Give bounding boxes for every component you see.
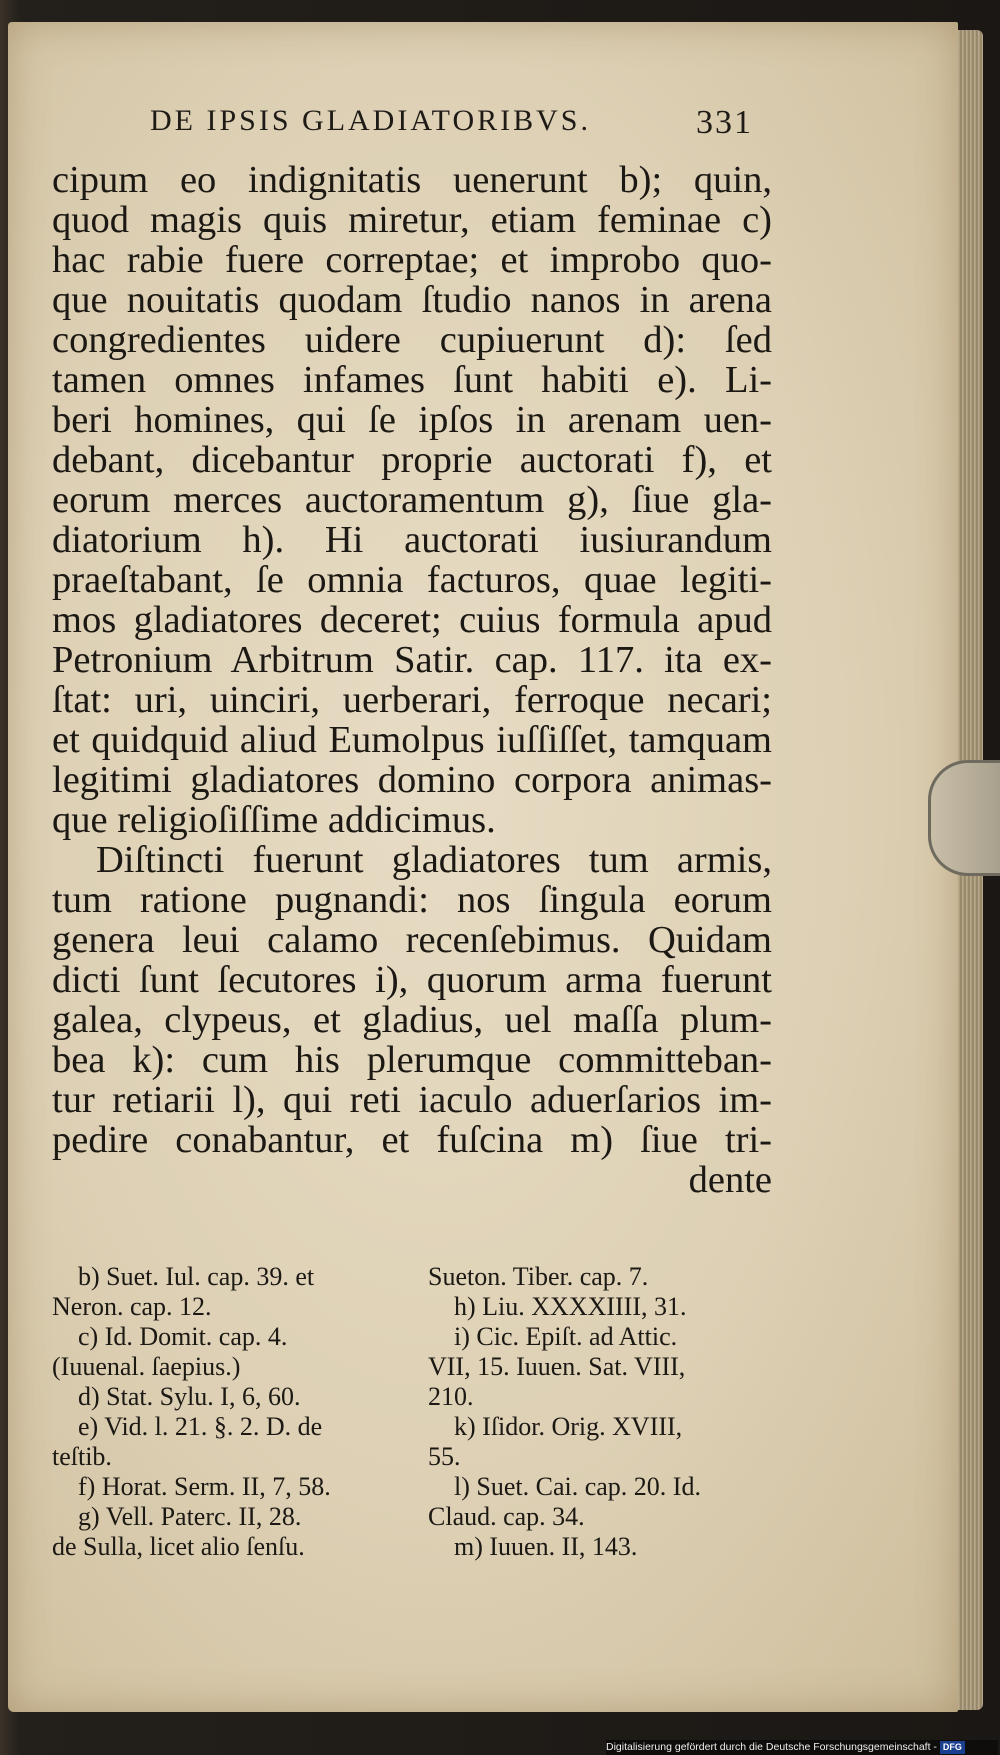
footnotes-right-column: [428, 1262, 772, 1562]
footnote-line: Claud. cap. 34.: [428, 1502, 585, 1531]
body-line: galea, clypeus, et gladius, uel maſſa plum-: [52, 999, 772, 1041]
body-line: hac rabie fuere correptae; et improbo quo-: [52, 239, 772, 281]
body-line: tamen omnes infames ſunt habiti e). Li-: [52, 359, 772, 401]
running-head: DE IPSIS GLADIATORIBVS.: [150, 104, 591, 137]
footnote-line: d) Stat. Sylu. I, 6, 60.: [78, 1382, 301, 1411]
bookmark-tab: [928, 760, 1000, 876]
footnote-line: Sueton. Tiber. cap. 7.: [428, 1262, 649, 1291]
body-line: mos gladiatores deceret; cuius formula apud: [52, 599, 772, 641]
footnote-line: b) Suet. Iul. cap. 39. et: [78, 1262, 315, 1291]
footnote-line: 55.: [428, 1442, 461, 1471]
body-line: bea k): cum his plerumque committeban-: [52, 1039, 772, 1081]
body-line: cipum eo indignitatis uenerunt b); quin,: [52, 159, 772, 201]
footnote-line: c) Id. Domit. cap. 4.: [78, 1322, 288, 1351]
footnote-line: m) Iuuen. II, 143.: [454, 1532, 638, 1561]
footnote-line: de Sulla, licet alio ſenſu.: [52, 1532, 305, 1561]
credit-text: Digitalisierung gefördert durch die Deutsche Forschungsgemeinschaft -: [606, 1741, 937, 1753]
footnote-line: k) Iſidor. Orig. XVIII,: [454, 1412, 683, 1441]
body-line: dente: [688, 1159, 772, 1201]
footnote-line: h) Liu. XXXXIIII, 31.: [454, 1292, 687, 1321]
dfg-logo: DFG: [940, 1741, 965, 1754]
body-line: ſtat: uri, uinciri, uerberari, ferroque necari;: [52, 679, 772, 721]
footnote-line: i) Cic. Epiſt. ad Attic.: [454, 1322, 678, 1351]
body-line: debant, dicebantur proprie auctorati f), et: [52, 439, 772, 481]
body-line: tum ratione pugnandi: nos ſingula eorum: [52, 879, 772, 921]
body-line: legitimi gladiatores domino corpora animas-: [52, 759, 772, 801]
footnote-line: 210.: [428, 1382, 474, 1411]
footnote-line: e) Vid. l. 21. §. 2. D. de: [78, 1412, 323, 1441]
body-line: Diſtincti fuerunt gladiatores tum armis,: [96, 839, 772, 881]
footnote-line: VII, 15. Iuuen. Sat. VIII,: [428, 1352, 686, 1381]
body-line: et quidquid aliud Eumolpus iuſſiſſet, tamquam: [52, 719, 772, 761]
footnote-line: l) Suet. Cai. cap. 20. Id.: [454, 1472, 701, 1501]
body-line: pedire conabantur, et fuſcina m) ſiue tri-: [52, 1119, 772, 1161]
body-line: congredientes uidere cupiuerunt d): ſed: [52, 319, 772, 361]
footnote-line: teſtib.: [52, 1442, 112, 1471]
body-text: [52, 160, 772, 1200]
body-line: que religioſiſſime addicimus.: [52, 799, 496, 841]
body-line: eorum merces auctoramentum g), ſiue gla-: [52, 479, 772, 521]
body-line: que nouitatis quodam ſtudio nanos in arena: [52, 279, 772, 321]
body-line: tur retiarii l), qui reti iaculo aduerſarios im-: [52, 1079, 772, 1121]
body-line: dicti ſunt ſecutores i), quorum arma fuerunt: [52, 959, 772, 1001]
footnote-line: f) Horat. Serm. II, 7, 58.: [78, 1472, 331, 1501]
footnote-line: (Iuuenal. ſaepius.): [52, 1352, 241, 1381]
body-line: praeſtabant, ſe omnia facturos, quae legiti-: [52, 559, 772, 601]
body-line: genera leui calamo recenſebimus. Quidam: [52, 919, 772, 961]
footnote-line: g) Vell. Paterc. II, 28.: [78, 1502, 302, 1531]
body-line: beri homines, qui ſe ipſos in arenam uen-: [52, 399, 772, 441]
body-line: diatorium h). Hi auctorati iusiurandum: [52, 519, 772, 561]
page-number: 331: [696, 104, 753, 141]
footnotes-left-column: [52, 1262, 402, 1562]
digitization-credit: [606, 1740, 998, 1755]
footnote-line: Neron. cap. 12.: [52, 1292, 212, 1321]
body-line: Petronium Arbitrum Satir. cap. 117. ita ex-: [52, 639, 772, 681]
body-line: quod magis quis miretur, etiam feminae c): [52, 199, 772, 241]
